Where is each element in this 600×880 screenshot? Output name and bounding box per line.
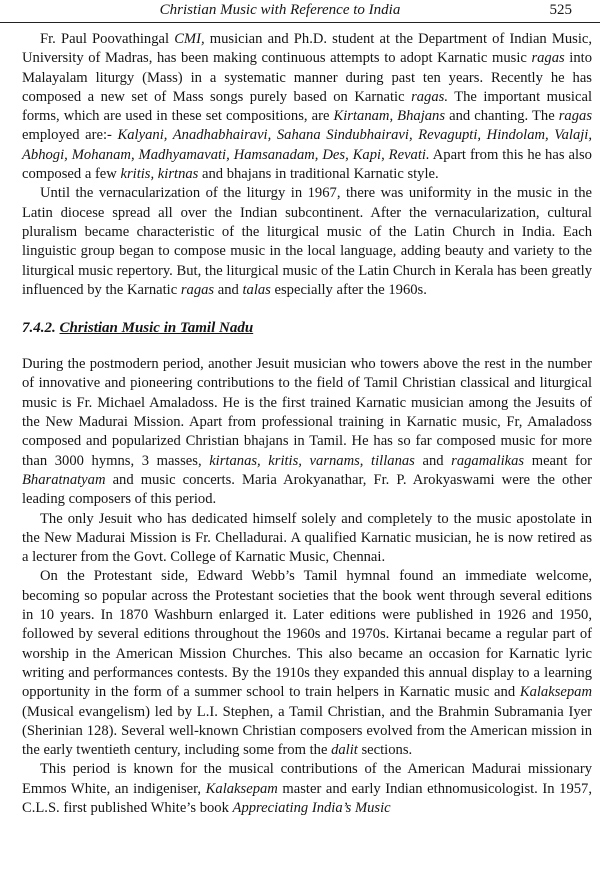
text-run: (Musical evangelism) led by L.I. Stephen, a Tamil Christian, and the Brahmin Subramania Iyer (Sherinian 128). Several well-known Christian composers evolved from the American mission in the early twentieth century, including some from the <box>22 703 592 759</box>
page-number: 525 <box>549 2 572 18</box>
text-run: meant for <box>524 452 592 469</box>
text-run: The only Jesuit who has dedicated himself solely and completely to the music apostolate in the New Madurai Mission is Fr. Chelladurai. A qualified Karnatic musician, he is now retired as a lecturer from the Govt. College of Karnatic Music, Chennai. <box>22 510 592 566</box>
italic-term: ragas <box>180 281 215 298</box>
text-run: On the Protestant side, Edward Webb’s Tamil hymnal found an immediate welcome, becoming so popular across the Protestant societies that the book went through several editions in 10 years. In 1870 Washburn enlarged it. Later editions were published in 1926 and 1950, followed by several editions throughout the 1960s and 1970s. Kirtanai became a regular part of worship in the American Mission Churches. This also became an occasion for Karnatic lyric writing and performances contests. By the 1910s they expanded this annual display to a learning opportunity in the form of a summer school to train helpers in Karnatic music and <box>22 568 592 701</box>
text-run: and bhajans in traditional Karnatic style. <box>198 166 439 183</box>
section-heading <box>22 319 592 338</box>
italic-term: CMI, <box>174 31 205 47</box>
paragraph-poovathingal <box>22 30 592 184</box>
italic-term: ragamalikas <box>451 452 525 469</box>
text-run: master and early Indian ethnomusicologist. In 1957, C.L.S. first published White’s book <box>22 780 592 816</box>
text-run: and <box>414 452 452 469</box>
italic-term: Appreciating India’s Music <box>232 799 391 816</box>
page-body <box>22 30 592 818</box>
text-run: especially after the 1960s. <box>270 281 427 298</box>
italic-term: kirtanas, kritis, varnams, tillanas <box>209 452 415 469</box>
section-title: Christian Music in Tamil Nadu <box>59 320 254 337</box>
text-run: sections. <box>357 742 413 759</box>
text-run: and <box>214 281 243 298</box>
paragraph-protestant <box>22 567 592 760</box>
paragraph-chelladurai <box>22 510 592 568</box>
running-header <box>0 0 600 23</box>
paragraph-vernacularization <box>22 184 592 300</box>
italic-term: Bharatnatyam <box>22 471 106 488</box>
paragraph-amaladoss <box>22 355 592 509</box>
text-run: and chanting. The <box>445 108 559 125</box>
italic-term: talas <box>242 281 271 298</box>
text-run: Apart from this he has also composed a few <box>22 146 592 183</box>
italic-term: kirtnas <box>157 166 199 183</box>
running-title: Christian Music with Reference to India <box>159 2 401 18</box>
text-run: Fr. Paul Poovathingal <box>40 31 175 47</box>
italic-term: Kalyani, Anadhabhairavi, Sahana Sindubhairavi, Revagupti, Hindolam, Valaji, Abhogi, Mohanam, Madhyamavati, Hamsanadam, Des, Kapi, Revati. <box>22 127 593 163</box>
text-run: This period is known for the musical contributions of the American Madurai missionary Emmos White, an indigeniser, <box>22 761 592 797</box>
italic-term: Kalaksepam <box>519 684 592 701</box>
text-run: The important musical forms, which are used in these set compositions, are <box>22 88 592 125</box>
text-run: musician and Ph.D. student at the Department of Indian Music, University of Madras, has been making continuous attempts to adopt Karnatic music <box>22 31 592 67</box>
text-run: and music concerts. Maria Arokyanathar, Fr. P. Arokyaswami were the other leading composers of this period. <box>22 471 592 508</box>
italic-term: dalit <box>331 742 358 759</box>
text-run: During the postmodern period, another Jesuit musician who towers above the rest in the number of innovative and pioneering contributions to the field of Tamil Christian classical and liturgical music is Fr. Michael Amaladoss. He is the first trained Karnatic musician among the Jesuits of the New Madurai Mission. Apart from professional training in Karnatic music, Fr, Amaladoss composed and popularized Christian bhajans in Tamil. He has so far composed music for more than 3000 hymns, 3 masses, <box>22 356 592 469</box>
italic-term: ragas. <box>411 88 448 105</box>
section-number: 7.4.2. <box>22 320 56 337</box>
italic-term: kritis, <box>120 166 155 183</box>
italic-term: Kirtanam, Bhajans <box>333 108 446 125</box>
italic-term: ragas <box>531 50 565 67</box>
italic-term: ragas <box>558 108 592 125</box>
text-run: employed are:- <box>22 127 118 144</box>
text-run: Until the vernacularization of the liturgy in 1967, there was uniformity in the music in the Latin diocese spread all over the Indian subcontinent. After the vernacularization, cultural pluralism became characteristic of the liturgical music of the Latin Church in India. Each linguistic group began to compose music in the local language, adding beauty and variety to the liturgical music repertory. But, the liturgical music of the Latin Church in Kerala has been greatly influenced by the Karnatic <box>22 185 592 298</box>
paragraph-emmos-white <box>22 760 592 818</box>
italic-term: Kalaksepam <box>205 780 278 797</box>
text-run: into Malayalam liturgy (Mass) in a systematic manner during past ten years. Recently he has composed a new set of Mass songs purely based on Karnatic <box>22 50 592 105</box>
